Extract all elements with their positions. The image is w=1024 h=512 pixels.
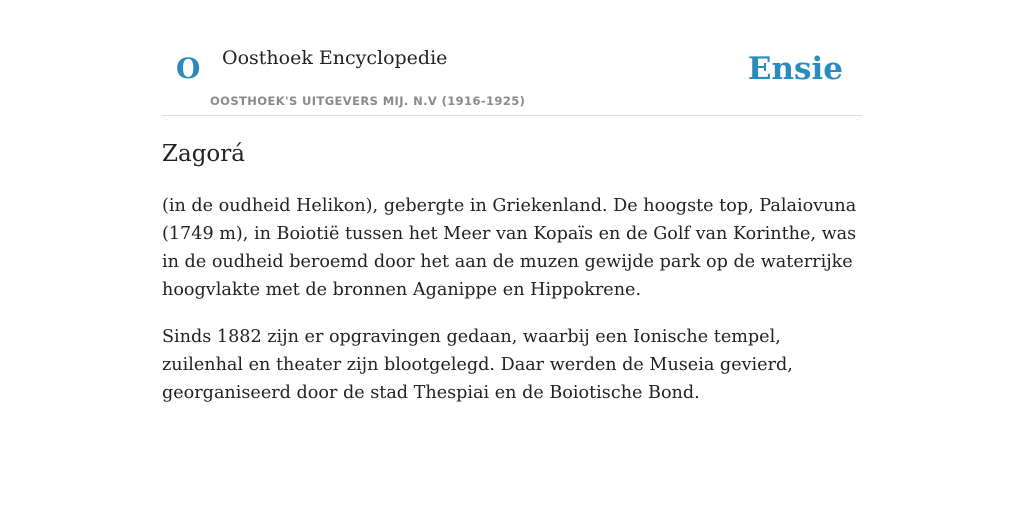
publisher-label: OOSTHOEK'S UITGEVERS MIJ. N.V (1916-1925): [210, 94, 526, 108]
page-container: [162, 0, 862, 403]
ensie-brand-link[interactable]: Ensie: [747, 51, 843, 87]
entry-paragraph: Sinds 1882 zijn er opgravingen gedaan, waarbij een Ionische tempel, zuilenhal en theater zijn blootgelegd. Daar werden de Museia gevierd, georganiseerd door de stad Thespiai en de Boiotische Bond.: [162, 327, 793, 403]
book-title: Oosthoek Encyclopedie: [222, 47, 448, 69]
book-header: [162, 0, 862, 116]
entry-body: [162, 192, 862, 426]
entry-paragraph: (in de oudheid Helikon), gebergte in Griekenland. De hoogste top, Palaiovuna (1749 m), in Boiotië tussen het Meer van Kopaïs en de Golf van Korinthe, was in de oudheid beroemd door het aan de muzen gewijde park op de waterrijke hoogvlakte met de bronnen Aganippe en Hippokrene.: [162, 196, 857, 300]
book-logo-link[interactable]: O: [176, 52, 201, 85]
entry-title: Zagorá: [162, 141, 245, 167]
